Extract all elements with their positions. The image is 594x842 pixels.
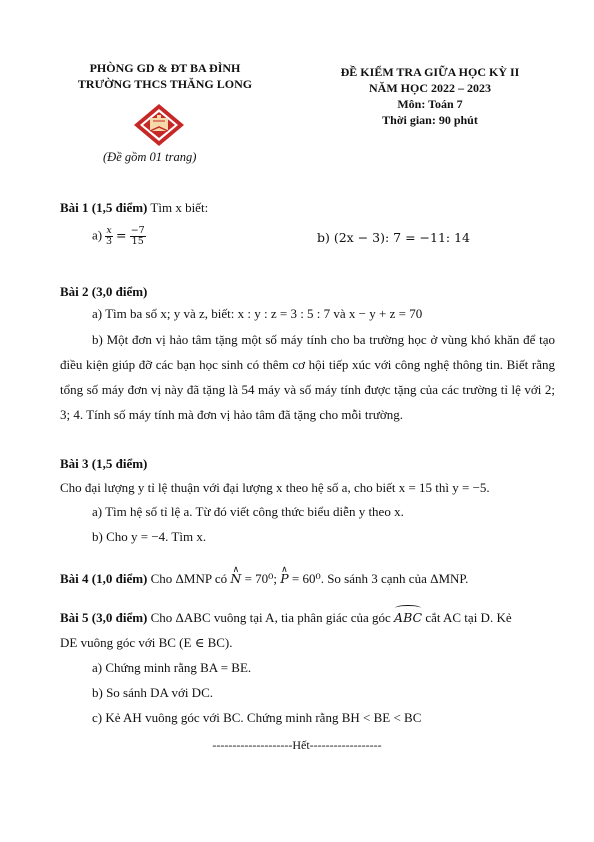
bai1-a [92, 226, 146, 247]
bai2-a: a) Tìm ba số x; y và z, biết: x : y : z = 3 : 5 : 7 và x − y + z = 70 [92, 306, 423, 321]
bai1-a-eq: = [115, 227, 127, 243]
bai5-a: a) Chứng minh rằng BA = BE. [92, 660, 252, 675]
bai5-c: c) Kẻ AH vuông góc với BC. Chứng minh rằng BH < BE < BC [92, 710, 422, 725]
bai2-title: Bài 2 (3,0 điểm) [60, 284, 148, 299]
bai5-line1 [60, 609, 512, 627]
bai1-b: b) (2x − 3): 7 = −11: 14 [317, 230, 471, 245]
bai5-title: Bài 5 (3,0 điểm) [60, 610, 148, 625]
bai1-intro: Tìm x biết: [150, 200, 209, 215]
bai3-title: Bài 3 (1,5 điểm) [60, 456, 148, 471]
bai4-angle-p: ∧ P [280, 570, 288, 588]
header-right [320, 64, 540, 128]
department-name: PHÒNG GD & ĐT BA ĐÌNH [89, 61, 241, 75]
bai1-title: Bài 1 (1,5 điểm) [60, 200, 148, 215]
bai5-line2: DE vuông góc với BC (E ∈ BC). [60, 635, 233, 650]
duration: Thời gian: 90 phút [382, 113, 478, 127]
bai5-text-1: Cho ΔABC vuông tại A, tia phân giác của góc [147, 610, 395, 625]
bai3-a: a) Tìm hệ số tỉ lệ a. Từ đó viết công thức biểu diễn y theo x. [92, 504, 404, 519]
bai4-text-1: Cho ΔMNP có [147, 571, 231, 586]
bai4 [60, 570, 468, 588]
school-logo-icon [133, 103, 185, 147]
bai5-angle-abc: ABC [394, 610, 423, 625]
bai4-angle-n: ∧ N [230, 570, 241, 588]
end-marker: --------------------Hết------------------ [212, 738, 382, 752]
bai3-intro: Cho đại lượng y tỉ lệ thuận với đại lượng x theo hệ số a, cho biết x = 15 thì y = −5. [60, 480, 490, 495]
bai5-b: b) So sánh DA với DC. [92, 685, 213, 700]
bai4-title: Bài 4 (1,0 điểm) [60, 571, 148, 586]
school-year: NĂM HỌC 2022 – 2023 [369, 81, 491, 95]
bai1-a-rhs-fraction [130, 226, 146, 247]
bai1-a-label: a) [92, 227, 103, 243]
exam-title: ĐỀ KIỂM TRA GIỮA HỌC KỲ II [340, 65, 520, 79]
bai1-a-lhs-den: 3 [106, 236, 113, 247]
school-name: TRƯỜNG THCS THĂNG LONG [77, 77, 253, 91]
bai1-a-rhs-den: 15 [131, 236, 144, 247]
page-count-note: (Đề gồm 01 trang) [103, 150, 197, 164]
bai1-a-lhs-num: x [106, 225, 112, 236]
bai5-text-2: cắt AC tại D. Kẻ [422, 610, 512, 625]
subject: Môn: Toán 7 [397, 97, 463, 111]
bai4-text-3: = 60⁰. So sánh 3 cạnh của ΔMNP. [288, 571, 469, 586]
bai4-text-2: = 70⁰; [241, 571, 281, 586]
bai1-heading [60, 199, 208, 217]
header-left [60, 60, 270, 92]
bai1-a-rhs-num: −7 [130, 225, 145, 236]
bai2-b: b) Một đơn vị hảo tâm tặng một số máy tính cho ba trường học ở vùng khó khăn để tạo điều kiện giúp đỡ các bạn học sinh có thêm cơ hội tiếp xúc với công nghệ thông tin. Biết rằng tổng số máy đơn vị này đã tặng là 54 máy và số máy tính được tặng của các trường tỉ lệ với 2; 3; 4. Tính số máy tính mà đơn vị hảo tâm đã tặng cho mỗi trường. [60, 332, 555, 422]
bai1-a-lhs-fraction [105, 226, 112, 247]
bai3-b: b) Cho y = −4. Tìm x. [92, 529, 207, 544]
